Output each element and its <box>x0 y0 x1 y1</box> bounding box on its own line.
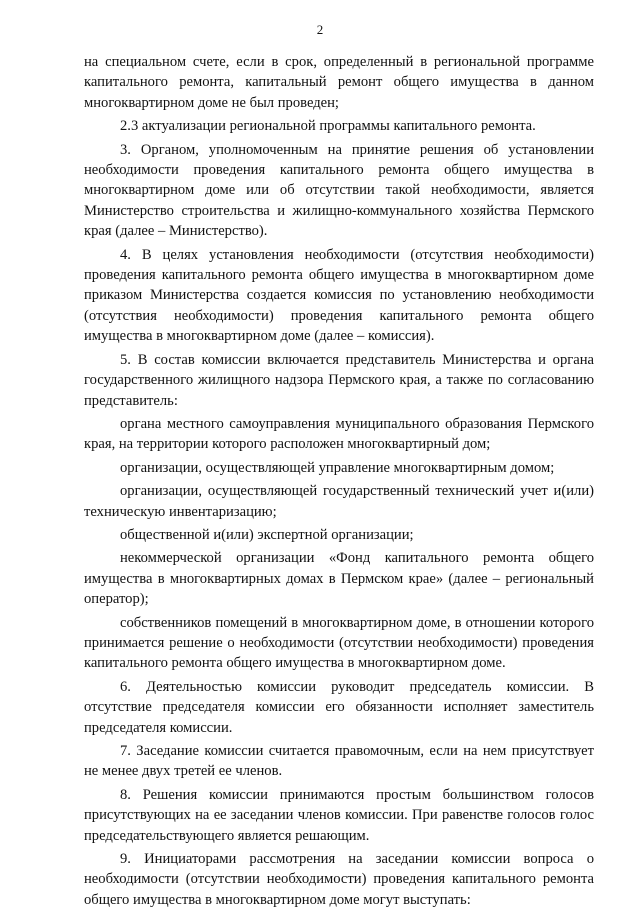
paragraph: собственников помещений в многоквартирном доме, в отношении которого принимается решение о необходимости (отсутствии необходимости) проведения капитального ремонта общего имущества в многоквартирном доме. <box>84 614 594 672</box>
paragraph: органа местного самоуправления муниципального образования Пермского края, на территории которого расположен многоквартирный дом; <box>84 415 594 453</box>
paragraph: 8. Решения комиссии принимаются простым большинством голосов присутствующих на ее заседании членов комиссии. При равенстве голосов голос председательствующего является решающим. <box>84 786 594 844</box>
paragraph: 7. Заседание комиссии считается правомочным, если на нем присутствует не менее двух третей ее членов. <box>84 743 594 780</box>
paragraph: на специальном счете, если в срок, определенный в региональной программе капитального ремонта, капитальный ремонт общего имущества в данном многоквартирном доме не был проведен; <box>84 54 594 111</box>
paragraph: 6. Деятельностью комиссии руководит председатель комиссии. В отсутствие председателя комиссии его обязанности исполняет заместитель председателя комиссии. <box>84 678 594 736</box>
paragraph: организации, осуществляющей государственный технический учет и(или) техническую инвентаризацию; <box>84 483 594 520</box>
paragraph: некоммерческой организации «Фонд капитального ремонта общего имущества в многоквартирных домах в Пермском крае» (далее – региональный оператор); <box>84 550 594 608</box>
paragraph: общественной и(или) экспертной организации; <box>120 526 414 543</box>
paragraph: 4. В целях установления необходимости (отсутствия необходимости) проведения капитального ремонта общего имущества в многоквартирном доме приказом Министерства создается комиссия по установлению необходимости (отсутствия необходимости) проведения капитального ремонта общего имущества в многоквартирном доме (далее – комиссия). <box>84 246 594 345</box>
paragraph: 2.3 актуализации региональной программы капитального ремонта. <box>120 118 536 135</box>
paragraph: 3. Органом, уполномоченным на принятие решения об установлении необходимости проведения капитального ремонта общего имущества в многоквартирном доме или об отсутствии такой необходимости, является Министерство строительства и жилищно-коммунального хозяйства Пермского края (далее – Министерство). <box>84 141 594 240</box>
document-body <box>84 52 594 913</box>
paragraph: 5. В состав комиссии включается представитель Министерства и органа государственного жилищного надзора Пермского края, а также по согласованию представитель: <box>84 351 594 409</box>
paragraph: 9. Инициаторами рассмотрения на заседании комиссии вопроса о необходимости (отсутствии необходимости) проведения капитального ремонта общего имущества в многоквартирном доме могут выступать: <box>84 851 594 908</box>
page-number: 2 <box>316 22 324 37</box>
paragraph: организации, осуществляющей управление многоквартирным домом; <box>120 459 555 476</box>
